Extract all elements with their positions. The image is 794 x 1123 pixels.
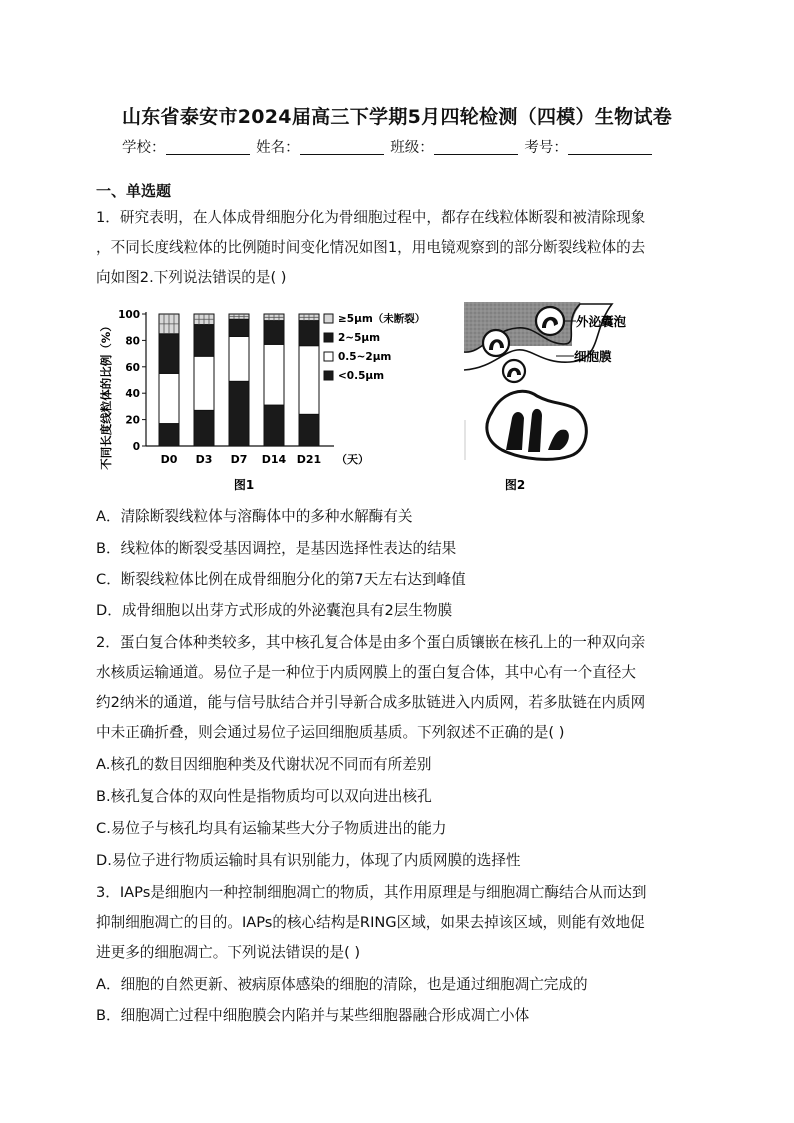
section-heading: 一、单选题 (96, 182, 172, 200)
bar-segment (299, 414, 319, 446)
membrane-label: 细胞膜 (574, 349, 612, 364)
legend-swatch (324, 333, 333, 342)
y-tick-label: 0 (132, 441, 140, 453)
bar-segment (159, 424, 179, 446)
legend-swatch (324, 314, 333, 323)
vesicle-label: 外泌囊泡 (576, 314, 627, 329)
budding-vesicle (483, 330, 509, 356)
q3-option-b[interactable]: B．细胞凋亡过程中细胞膜会内陷并与某些细胞器融合形成凋亡小体 (96, 1007, 530, 1024)
y-tick-label: 80 (125, 335, 140, 348)
q2-stem-line: 水核质运输通道。易位子是一种位于内质网膜上的蛋白复合体，其中心有一个直径大 (96, 664, 636, 681)
q3-stem-line: 3．IAPs是细胞内一种控制细胞凋亡的物质，其作用原理是与细胞凋亡酶结合从而达到 (96, 884, 647, 901)
x-tick-label: D7 (230, 453, 248, 466)
q1-option-d[interactable]: D．成骨细胞以出芽方式形成的外泌囊泡具有2层生物膜 (96, 602, 453, 619)
exosome-vesicle (536, 307, 564, 335)
name-label: 姓名： (256, 140, 300, 156)
q2-option-a[interactable]: A.核孔的数目因细胞种类及代谢状况不同而有所差别 (96, 756, 432, 773)
bar-segment (194, 325, 214, 357)
legend-label: 2~5μm (338, 332, 381, 344)
y-axis-label: 不同长度线粒体的比例（%） (99, 320, 113, 470)
figure2-caption: 图2 (504, 478, 526, 492)
figure1-chart (96, 300, 426, 498)
bar-segment (194, 356, 214, 410)
class-field[interactable] (434, 140, 518, 155)
legend-swatch (324, 352, 333, 361)
bar-segment (299, 321, 319, 346)
name-field[interactable] (300, 140, 384, 155)
x-tick-label: D14 (261, 453, 287, 466)
bar-segment (299, 346, 319, 415)
q2-option-b[interactable]: B.核孔复合体的双向性是指物质均可以双向进出核孔 (96, 788, 432, 805)
x-tick-label: D3 (195, 453, 213, 466)
q1-stem-line: 1．研究表明，在人体成骨细胞分化为骨细胞过程中，都存在线粒体断裂和被清除现象 (96, 209, 646, 226)
x-axis-unit: （天） (336, 453, 369, 466)
q3-stem-line: 进更多的细胞凋亡。下列说法错误的是( ) (96, 944, 361, 961)
q2-option-d[interactable]: D.易位子进行物质运输时具有识别能力，体现了内质网膜的选择性 (96, 852, 521, 869)
bar-segment (264, 405, 284, 446)
q3-option-a[interactable]: A．细胞的自然更新、被病原体感染的细胞的清除，也是通过细胞凋亡完成的 (96, 976, 588, 993)
bar-segment (264, 321, 284, 345)
q2-option-c[interactable]: C.易位子与核孔均具有运输某些大分子物质进出的能力 (96, 820, 447, 837)
bar-segment (229, 381, 249, 446)
bar-segment (229, 319, 249, 336)
school-label: 学校： (122, 140, 166, 156)
y-tick-label: 60 (125, 361, 140, 374)
number-field[interactable] (568, 140, 652, 155)
figure2-diagram (462, 300, 672, 498)
q1-option-a[interactable]: A．清除断裂线粒体与溶酶体中的多种水解酶有关 (96, 508, 413, 525)
q2-stem-line: 中未正确折叠，则会通过易位子运回细胞质基质。下列叙述不正确的是( ) (96, 724, 565, 741)
q3-stem-line: 抑制细胞凋亡的目的。IAPs的核心结构是RING区域，如果去掉该区域，则能有效地促 (96, 914, 645, 931)
legend-label: <0.5μm (338, 370, 385, 382)
y-tick-label: 20 (125, 414, 140, 427)
school-field[interactable] (166, 140, 250, 155)
legend-label: 0.5~2μm (338, 351, 392, 363)
figure1-caption: 图1 (233, 478, 255, 492)
bar-segment (159, 373, 179, 423)
class-label: 班级： (390, 140, 434, 156)
bar-segment (229, 336, 249, 381)
x-tick-label: D21 (296, 453, 322, 466)
q1-option-b[interactable]: B．线粒体的断裂受基因调控，是基因选择性表达的结果 (96, 540, 457, 557)
bar-segment (194, 410, 214, 446)
q2-stem-line: 2．蛋白复合体种类较多，其中核孔复合体是由多个蛋白质镶嵌在核孔上的一种双向亲 (96, 634, 646, 651)
legend-swatch (324, 371, 333, 380)
student-info (122, 136, 654, 157)
q1-option-c[interactable]: C．断裂线粒体比例在成骨细胞分化的第7天左右达到峰值 (96, 571, 466, 588)
page-title: 山东省泰安市2024届高三下学期5月四轮检测（四模）生物试卷 (121, 106, 673, 128)
q1-stem-line: ，不同长度线粒体的比例随时间变化情况如图1，用电镜观察到的部分断裂线粒体的去 (96, 239, 646, 256)
y-tick-label: 100 (118, 309, 140, 321)
bar-segment (159, 334, 179, 374)
number-label: 考号： (524, 140, 568, 156)
x-tick-label: D0 (160, 453, 178, 466)
legend-label: ≥5μm（未断裂） (338, 313, 426, 325)
q2-stem-line: 约2纳米的通道，能与信号肽结合并引导新合成多肽链进入内质网，若多肽链在内质网 (96, 694, 646, 711)
y-tick-label: 40 (125, 388, 140, 401)
bar-segment (264, 344, 284, 405)
q1-stem-line: 向如图2.下列说法错误的是( ) (96, 269, 287, 286)
free-vesicle (503, 360, 525, 382)
